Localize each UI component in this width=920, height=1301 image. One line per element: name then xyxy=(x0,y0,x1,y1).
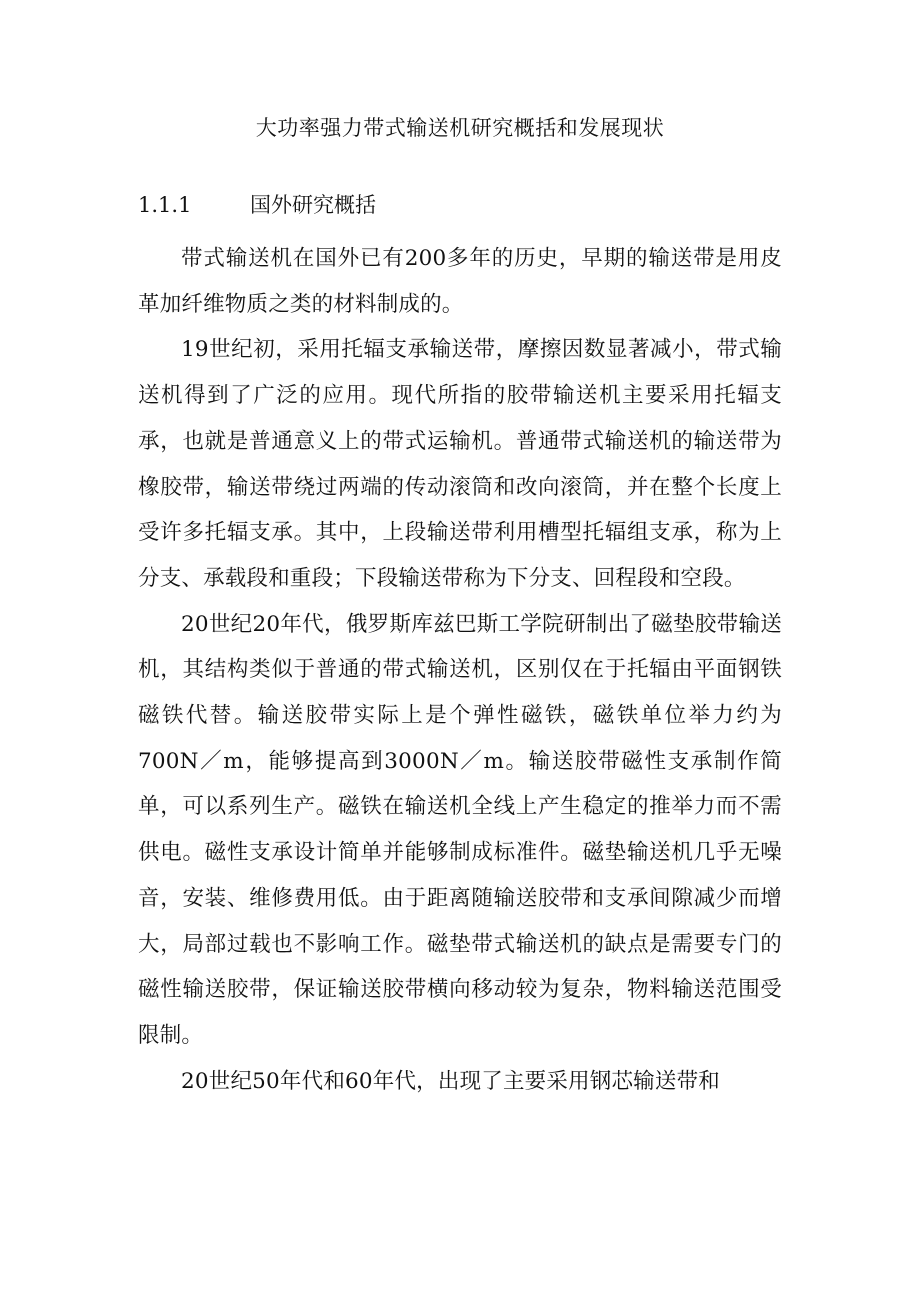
section-number: 1.1.1 xyxy=(138,193,192,217)
paragraph-3: 20世纪20年代，俄罗斯库兹巴斯工学院研制出了磁垫胶带输送机，其结构类似于普通的带式输送机，区别仅在于托辐由平面钢铁磁铁代替。输送胶带实际上是个弹性磁铁，磁铁单位举力约为700N／m，能够提高到3000N／m。输送胶带磁性支承制作简单，可以系列生产。磁铁在输送机全线上产生稳定的推举力而不需供电。磁性支承设计简单并能够制成标准件。磁垫输送机几乎无噪音，安装、维修费用低。由于距离随输送胶带和支承间隙减少而增大，局部过载也不影响工作。磁垫带式输送机的缺点是需要专门的磁性输送胶带，保证输送胶带横向移动较为复杂，物料输送范围受限制。 xyxy=(138,611,782,1048)
section-title: 国外研究概括 xyxy=(250,193,376,217)
paragraph-2: 19世纪初，采用托辐支承输送带，摩擦因数显著减小，带式输送机得到了广泛的应用。现代所指的胶带输送机主要采用托辐支承，也就是普通意义上的带式运输机。普通带式输送机的输送带为橡胶带，输送带绕过两端的传动滚筒和改向滚筒，并在整个长度上受许多托辐支承。其中，上段输送带利用槽型托辐组支承，称为上分支、承载段和重段；下段输送带称为下分支、回程段和空段。 xyxy=(138,337,782,591)
paragraph-4: 20世纪50年代和60年代，出现了主要采用钢芯输送带和 xyxy=(181,1068,720,1094)
paragraph-1: 带式输送机在国外已有200多年的历史，早期的输送带是用皮革加纤维物质之类的材料制成的。 xyxy=(138,246,782,317)
body-text xyxy=(138,236,782,1104)
document-title: 大功率强力带式输送机研究概括和发展现状 xyxy=(255,116,665,140)
section-heading xyxy=(138,190,376,220)
